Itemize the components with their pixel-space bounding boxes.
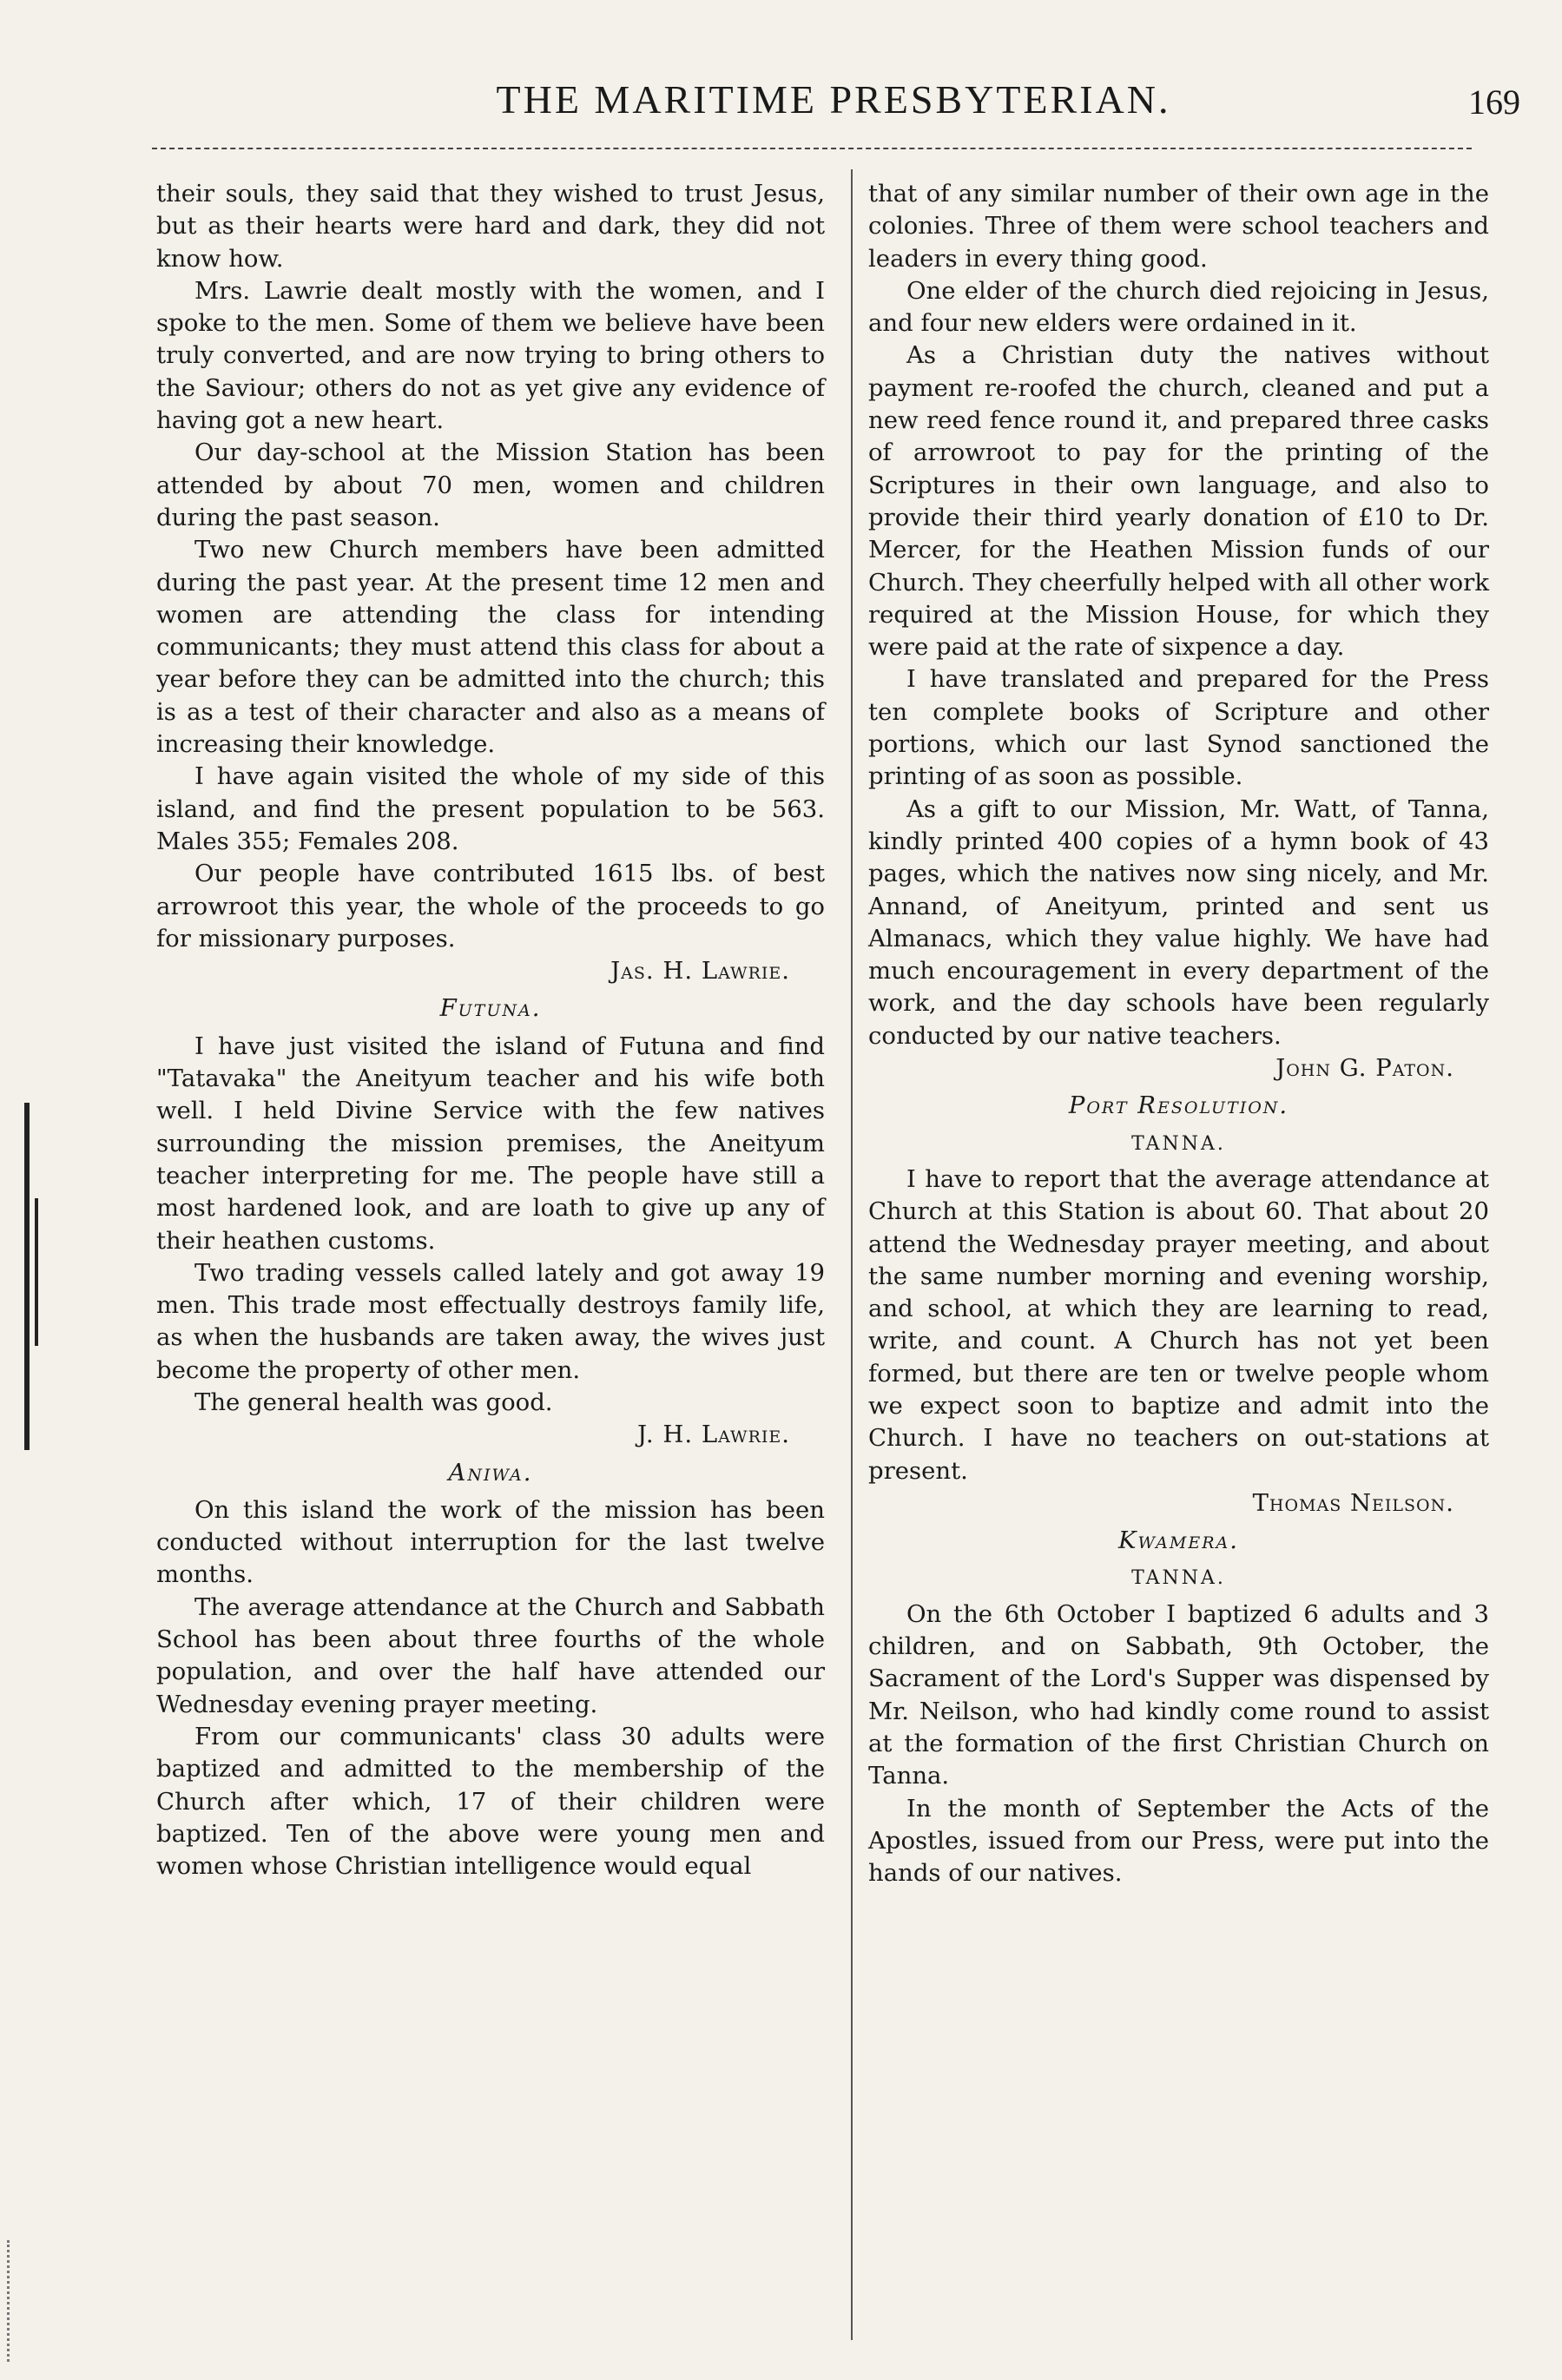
paragraph: Our day-school at the Mission Station has been attended by about 70 men, women and children during the past season. bbox=[156, 438, 825, 531]
paragraph: Two new Church members have been admitted during the past year. At the present time 12 men and women are attending the class for intending communicants; they must attend this class for about a year before they can be admitted into the church; this is as a test of their character and also as a means of increasing their knowledge. bbox=[156, 536, 825, 759]
paragraph: The general health was good. bbox=[194, 1388, 553, 1416]
section-heading: Kwamera. bbox=[1118, 1526, 1239, 1555]
column-divider bbox=[851, 169, 853, 2340]
paragraph: I have again visited the whole of my side of this island, and find the present population to be 563. Males 355; Females 208. bbox=[156, 762, 825, 855]
paragraph: Our people have contributed 1615 lbs. of best arrowroot this year, the whole of the proceeds to go for missionary purposes. bbox=[156, 860, 825, 953]
signature: Thomas Neilson. bbox=[1252, 1488, 1454, 1517]
paragraph: One elder of the church died rejoicing in Jesus, and four new elders were ordained in it. bbox=[868, 276, 1489, 338]
section-subheading: TANNA. bbox=[1131, 1132, 1226, 1155]
signature: John G. Paton. bbox=[1275, 1054, 1454, 1083]
section-heading: Aniwa. bbox=[448, 1458, 533, 1487]
signature: Jas. H. Lawrie. bbox=[610, 957, 790, 986]
paragraph: I have just visited the island of Futuna and find "Tatavaka" the Aneityum teacher and his wife both well. I held Divine Service with the few natives surrounding the mission premises, the Aneityum teacher interpreting for me. The people have still a most hardened look, and are loath to give up any of their heathen customs. bbox=[156, 1032, 825, 1255]
paragraph: On this island the work of the mission has been conducted without interruption for the last twelve months. bbox=[156, 1495, 825, 1589]
page-number: 169 bbox=[1468, 82, 1520, 122]
margin-mark bbox=[35, 1198, 38, 1346]
paragraph: On the 6th October I baptized 6 adults and 3 children, and on Sabbath, 9th October, the Sacrament of the Lord's Supper was dispensed by Mr. Neilson, who had kindly come round to assist at the formation of the first Christian Church on Tanna. bbox=[868, 1599, 1489, 1790]
paragraph: I have to report that the average attendance at Church at this Station is about 60. That about 20 attend the Wednesday prayer meeting, and about the same number morning and evening worship, and school, at which they are learning to read, write, and count. A Church has not yet been formed, but there are ten or twelve people whom we expect soon to baptize and admit into the Church. I have no teachers on out-stations at present. bbox=[868, 1164, 1489, 1485]
paragraph: From our communicants' class 30 adults were baptized and admitted to the membership of the Church after which, 17 of their children were baptized. Ten of the above were young men and women whose Christian intelligence would equal bbox=[156, 1722, 825, 1881]
section-heading: Futuna. bbox=[439, 994, 542, 1023]
left-column bbox=[156, 178, 825, 1882]
paragraph: As a gift to our Mission, Mr. Watt, of Tanna, kindly printed 400 copies of a hymn book of 43 pages, which the natives now sing nicely, and Mr. Annand, of Aneityum, printed and sent us Almanacs, which they value highly. We have had much encouragement in every department of the work, and the day schools have been regularly conducted by our native teachers. bbox=[868, 794, 1489, 1050]
margin-dots bbox=[7, 2240, 15, 2362]
running-title: THE MARITIME PRESBYTERIAN. bbox=[496, 77, 1171, 122]
page-header bbox=[0, 76, 1562, 129]
signature: J. H. Lawrie. bbox=[636, 1421, 790, 1449]
header-rule bbox=[152, 148, 1472, 149]
paragraph: In the month of September the Acts of the Apostles, issued from our Press, were put into the hands of our natives. bbox=[868, 1794, 1489, 1888]
section-subheading: TANNA. bbox=[1131, 1567, 1226, 1590]
paragraph: I have translated and prepared for the Press ten complete books of Scripture and other portions, which our last Synod sanctioned the printing of as soon as possible. bbox=[868, 665, 1489, 791]
paragraph: The average attendance at the Church and Sabbath School has been about three fourths of the whole population, and over the half have attended our Wednesday evening prayer meeting. bbox=[156, 1592, 825, 1718]
paragraph: that of any similar number of their own age in the colonies. Three of them were school teachers and leaders in every thing good. bbox=[868, 180, 1489, 273]
section-heading: Port Resolution. bbox=[1068, 1091, 1289, 1120]
right-column bbox=[868, 178, 1489, 1889]
margin-mark bbox=[24, 1103, 30, 1450]
paragraph: their souls, they said that they wished to trust Jesus, but as their hearts were hard and dark, they did not know how. bbox=[156, 180, 825, 273]
paragraph: As a Christian duty the natives without payment re-roofed the church, cleaned and put a new reed fence round it, and prepared three casks of arrowroot to pay for the printing of the Scriptures in their own language, and also to provide their third yearly donation of £10 to Dr. Mercer, for the Heathen Mission funds of our Church. They cheerfully helped with all other work required at the Mission House, for which they were paid at the rate of sixpence a day. bbox=[868, 341, 1489, 662]
paragraph: Two trading vessels called lately and got away 19 men. This trade most effectually destroys family life, as when the husbands are taken away, the wives just become the property of other men. bbox=[156, 1258, 825, 1384]
paragraph: Mrs. Lawrie dealt mostly with the women, and I spoke to the men. Some of them we believe have been truly converted, and are now trying to bring others to the Saviour; others do not as yet give any evidence of having got a new heart. bbox=[156, 276, 825, 435]
